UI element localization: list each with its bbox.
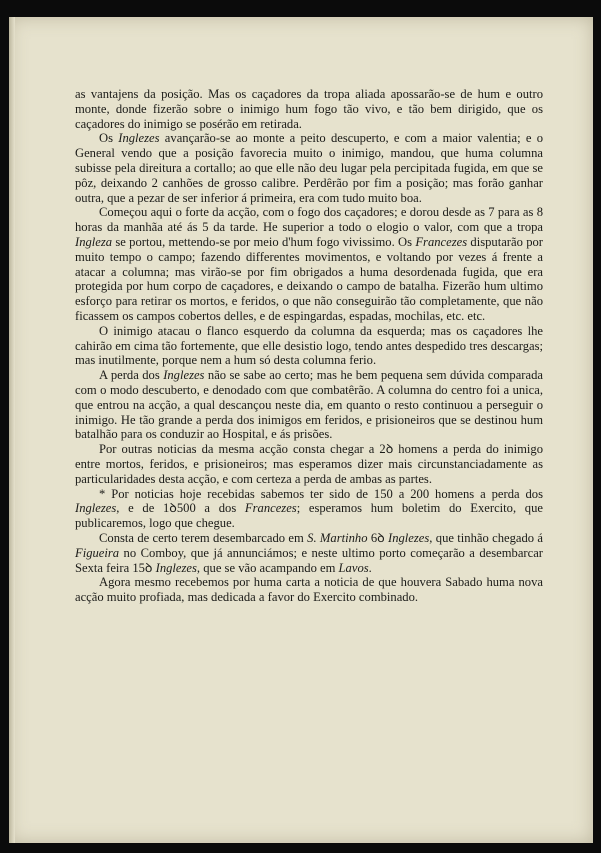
paragraph — [75, 324, 543, 368]
italic-run: Inglezes — [118, 131, 160, 146]
paragraph — [75, 87, 543, 131]
text-run: , e de 1ꝺ500 a dos — [116, 501, 245, 516]
italic-run: Inglezes — [163, 368, 205, 383]
text-run: * Por noticias hoje recebidas sabemos ter sido de 150 a 200 homens a perda dos — [99, 486, 543, 501]
paragraph — [75, 205, 543, 323]
paragraph — [75, 442, 543, 486]
italic-run: Francezes — [244, 501, 297, 516]
text-run: Agora mesmo recebemos por huma carta a noticia de que houvera Sabado huma nova acção muito profiada, mas dedicada a favor do Exercito combinado. — [75, 575, 543, 605]
text-run: O inimigo atacau o flanco esquerdo da columna da esquerda; mas os caçadores lhe cahirão em cima tão fortemente, que elle desistio logo, tendo antes despedido tres descargas; mas inutilmente, porque nem a hum só desta columna ferio. — [75, 323, 543, 368]
text-run: 6ꝺ — [367, 530, 389, 545]
text-run: não se sabe ao certo; mas he bem pequena sem dúvida comparada com o modo descuberto, e denodado com que combatêrão. A columna do centro foi a unica, que entrou na acção, a qual descançou neste dia, em quanto o resto continuou a perseguir o inimigo. He tão grande a perda dos inimigos em feridos, e prisioneiros que se destinou hum batalhão para os conduzir ao Hospital, e ás prisões. — [75, 368, 543, 442]
text-run: , que tinhão chegado á — [429, 530, 543, 545]
article-text — [75, 87, 543, 605]
text-run: ; esperamos hum boletim do Exercito, que publicaremos, logo que chegue. — [75, 501, 543, 531]
paragraph — [75, 131, 543, 205]
italic-run: Francezes — [415, 234, 468, 249]
text-run: Consta de certo terem desembarcado em — [99, 530, 308, 545]
italic-run: S. Martinho — [307, 530, 368, 545]
italic-run: Inglezes — [155, 560, 197, 575]
text-run: avançarão-se ao monte a peito descuperto, e com a maior valentia; e o General vendo que a posição favorecia muito o inimigo, mandou, que huma columna subisse pela direitura a cortallo; ao que elle não deu lugar pela percipitada fugida, em que se pôz, deixando 2 canhões de grosso calibre. Perdêrão por fim a posição; mas forão ganhar outra, que a pezar de ser inferior á primeira, era com tudo muito boa. — [75, 131, 543, 205]
paragraph — [75, 575, 543, 605]
italic-run: Ingleza — [75, 234, 113, 249]
text-run: no Comboy, que já annunciámos; e neste ultimo porto começarão a desembarcar Sexta feira 15ꝺ — [75, 545, 543, 575]
italic-run: Inglezes — [388, 530, 430, 545]
text-run: , que se vão acampando em — [196, 560, 339, 575]
paragraph — [75, 368, 543, 442]
text-run: disputarão por muito tempo o campo; fazendo differentes movimentos, e voltando por vezes á frente a atacar a columna; mas virão-se por fim obrigados a huma desordenada fugida, que era protegida por hum corpo de caçadores, e deixando o campo de batalha. Fizerão hum ultimo esforço para retirar os mortos, e feridos, o que não conseguirão tão completamente, que não ficassem os campos cobertos delles, e de espingardas, espadas, mochilas, etc. etc. — [75, 234, 543, 323]
text-run: as vantajens da posição. Mas os caçadores da tropa aliada apossarão-se de hum e outro monte, donde fizerão sobre o inimigo hum fogo tão vivo, e tão bem dirigido, que os caçadores do inimigo se posérão em retirada. — [75, 87, 543, 131]
newspaper-page — [9, 17, 593, 843]
text-run: Por outras noticias da mesma acção consta chegar a 2ꝺ homens a perda do inimigo entre mortos, feridos, e prisioneiros; mas esperamos dizer mais circunstanciadamente as particularidades desta acção, e com certeza a perda de ambas as partes. — [75, 442, 543, 486]
text-run: A perda dos — [99, 368, 164, 383]
text-run: Começou aqui o forte da acção, com o fogo dos caçadores; e dorou desde as 7 para as 8 horas da manhãa até ás 5 da tarde. He superior a todo o elogio o valor, com que a tropa — [75, 205, 543, 235]
text-run: se portou, mettendo-se por meio d'hum fogo vivissimo. Os — [112, 234, 416, 249]
italic-run: Lavos — [338, 560, 369, 575]
italic-run: Inglezes — [75, 501, 117, 516]
text-run: . — [368, 560, 372, 575]
paragraph — [75, 531, 543, 575]
text-run: Os — [99, 131, 119, 146]
italic-run: Figueira — [75, 545, 120, 560]
paragraph — [75, 487, 543, 531]
